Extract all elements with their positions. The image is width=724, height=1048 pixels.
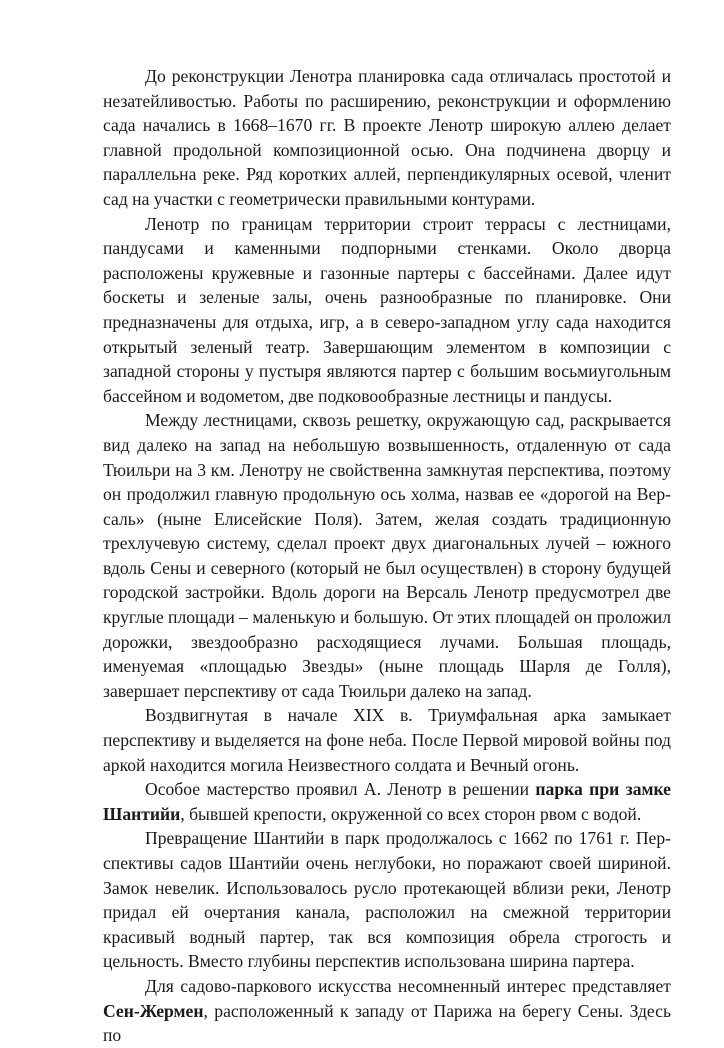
paragraph-tuileries-intro: [103, 64, 671, 212]
paragraph-text: Между лестницами, сквозь решетку, окружающую сад, раскрывается вид далеко на запад на небольшую возвышенность, отдаленную от сада Тюильри на 3 км. Ленотру не свойственна замкнутая перспектива, поэтому он продолжил главную продольную ось холма, назвав ее «дорогой на Версаль» (ныне Елисейские Поля). Затем, желая создать традиционную трехлучевую систему, сделал проект двух диагональных лучей – южного вдоль Сены и северного (который не был осуществлен) в сторону будущей городской застройки. Вдоль дороги на Версаль Ленотр предусмотрел две круглые площади – маленькую и большую. От этих площадей он проложил дорожки, звездообразно расходящиеся лучами. Большая площадь, именуемая «площадью Звезды» (ныне площадь Шарля де Голля), завершает перспективу от сада Тюильри далеко на запад.: [103, 410, 671, 701]
paragraph-triumphal-arch: [103, 703, 671, 777]
paragraph-versailles-road: [103, 408, 671, 703]
paragraph-saint-germain: [103, 974, 671, 1048]
paragraph-terraces: [103, 212, 671, 409]
paragraph-text: Ленотр по границам территории строит террасы с лестницами, пандусами и каменными подпорными стенками. Около дворца расположены кружевные и газонные партеры с бассейнами. Далее идут боскеты и зеленые залы, очень разнообразные по планировке. Они предназначены для отдыха, игр, а в северо-западном углу сада находится открытый зеленый театр. Завершающим элементом в композиции с западной стороны у пустыря являются партер с большим восьмиугольным бассейном и водометом, две подковообразные лестницы и пандусы.: [103, 213, 671, 406]
paragraph-text: , бывшей крепости, окруженной со всех сторон рвом с водой.: [180, 803, 642, 824]
paragraph-text: Особое мастерство проявил А. Ленотр в решении: [145, 779, 536, 800]
paragraph-text: Воздвигнутая в начале XIX в. Триумфальная арка замыкает перспективу и выделяется на фоне неба. После Первой мировой войны под аркой находится могила Неизвестного солдата и Вечный огонь.: [103, 705, 671, 775]
paragraph-chantilly-details: [103, 826, 671, 974]
paragraph-text: Превращение Шантийи в парк продолжалось с 1662 по 1761 г. Перспективы садов Шантийи очень неглубоки, но поражают своей шириной. Замок невелик. Использовалось русло протекающей вблизи реки, Ленотр придал ей очертания канала, расположил на смежной территории красивый водный партер, так вся композиция обрела строгость и цельность. Вместо глубины перспектив использована ширина партера.: [103, 828, 671, 972]
bold-term-chantilly: парка при замке Шантийи: [103, 779, 671, 824]
bold-term-saint-germain: Сен-Жермен: [103, 1000, 204, 1021]
paragraph-text: , расположенный к западу от Парижа на берегу Сены. Здесь по: [103, 1000, 671, 1046]
document-page: [103, 64, 671, 1048]
paragraph-text: Для садово-паркового искусства несомненный интерес представляет: [145, 975, 671, 996]
paragraph-chantilly-intro: [103, 777, 671, 826]
paragraph-text: До реконструкции Ленотра планировка сада отличалась простотой и незатейливостью. Работы по расширению, реконструкции и оформлению сада начались в 1668–1670 гг. В проекте Ленотр широкую аллею делает главной продольной композиционной осью. Она подчинена дворцу и параллельна реке. Ряд коротких аллей, перпендикулярных осевой, членит сад на участки с геометрически правильными контурами.: [103, 66, 671, 209]
